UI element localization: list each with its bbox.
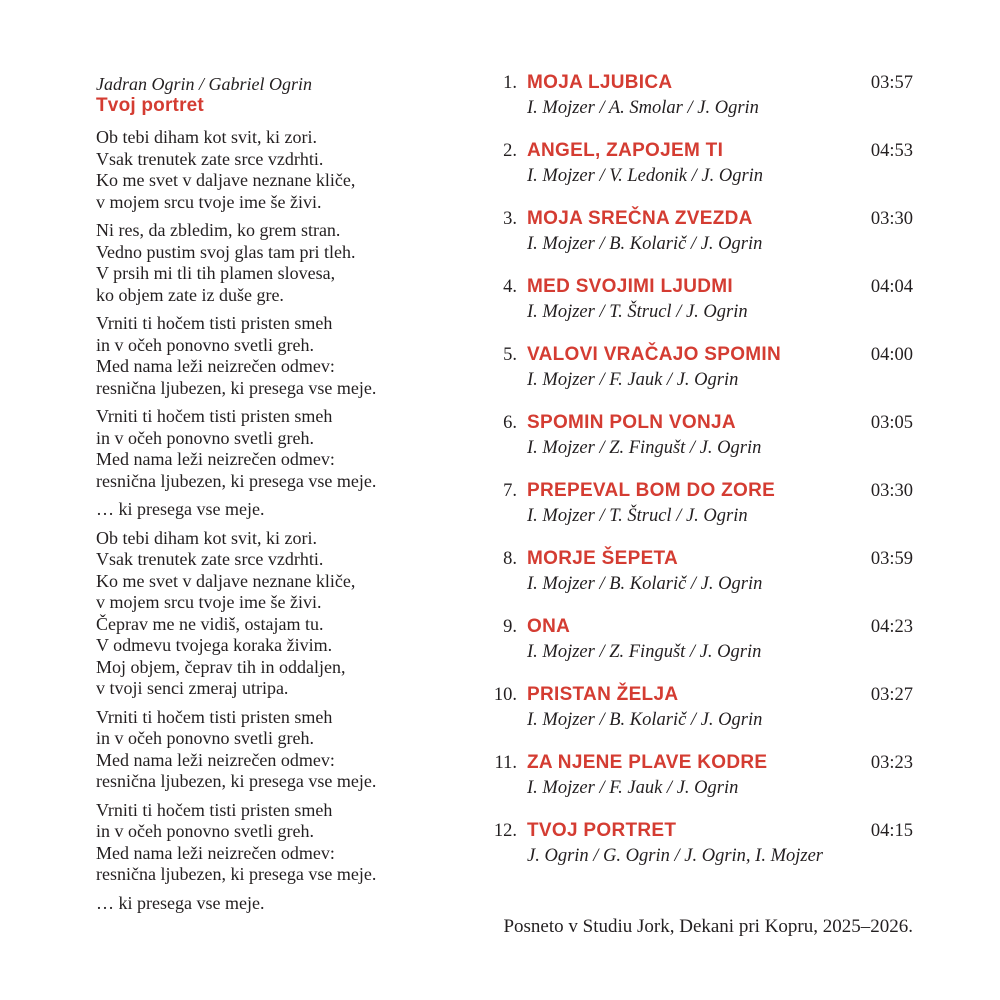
lyric-line: Med nama leži neizrečen odmev: <box>96 449 335 469</box>
track-item <box>480 750 913 800</box>
track-head-row <box>480 138 913 164</box>
song-title: Tvoj portret <box>96 95 204 116</box>
lyric-line: Med nama leži neizrečen odmev: <box>96 842 335 863</box>
lyric-line: in v očeh ponovno svetli greh. <box>96 427 314 448</box>
track-number: 9. <box>503 617 517 637</box>
lyric-line: resnična ljubezen, ki presega vse meje. <box>96 470 377 491</box>
track-credits: I. Mojzer / F. Jauk / J. Ogrin <box>527 778 739 798</box>
track-credits: I. Mojzer / B. Kolarič / J. Ogrin <box>527 574 763 594</box>
lyric-stanza <box>96 220 471 306</box>
track-credits: I. Mojzer / F. Jauk / J. Ogrin <box>527 370 739 390</box>
track-head-row <box>480 206 913 232</box>
lyric-line: Med nama leži neizrečen odmev: <box>96 749 335 770</box>
track-duration: 03:30 <box>870 481 913 501</box>
recording-note: Posneto v Studiu Jork, Dekani pri Kopru, 2025–2026. <box>503 916 913 937</box>
lyric-line: Med nama leži neizrečen odmev: <box>96 356 335 376</box>
track-item <box>480 70 913 120</box>
track-credits: I. Mojzer / B. Kolarič / J. Ogrin <box>527 234 763 254</box>
lyric-line: Vrniti ti hočem tisti pristen smeh <box>96 799 333 820</box>
lyric-line: Ko me svet v daljave neznane kliče, <box>96 170 356 190</box>
track-item <box>480 478 913 528</box>
track-credits: I. Mojzer / Z. Fingušt / J. Ogrin <box>527 438 762 458</box>
track-title: VALOVI VRAČAJO SPOMIN <box>527 344 782 365</box>
songwriter-attribution: Jadran Ogrin / Gabriel Ogrin <box>96 74 312 94</box>
lyric-stanza <box>96 707 471 793</box>
track-item <box>480 614 913 664</box>
lyric-line: v mojem srcu tvoje ime še živi. <box>96 191 322 212</box>
track-item <box>480 206 913 256</box>
track-credits: I. Mojzer / A. Smolar / J. Ogrin <box>527 98 759 118</box>
track-head-row <box>480 682 913 708</box>
track-duration: 04:00 <box>870 345 913 365</box>
track-item <box>480 818 913 868</box>
track-duration: 03:23 <box>870 753 913 773</box>
tracklist-column <box>480 70 913 886</box>
track-head-row <box>480 818 913 844</box>
track-duration: 03:05 <box>870 413 913 433</box>
track-number: 5. <box>503 345 517 365</box>
lyric-line: Moj objem, čeprav tih in oddaljen, <box>96 656 346 677</box>
track-item <box>480 546 913 596</box>
lyric-stanza <box>96 499 471 521</box>
track-credits: I. Mojzer / Z. Fingušt / J. Ogrin <box>527 642 762 662</box>
track-number: 6. <box>503 413 517 433</box>
track-number: 8. <box>503 549 517 569</box>
lyric-line: Ko me svet v daljave neznane kliče, <box>96 570 356 591</box>
track-head-row <box>480 614 913 640</box>
track-title: MOJA LJUBICA <box>527 72 673 93</box>
lyric-line: in v očeh ponovno svetli greh. <box>96 334 314 355</box>
track-title: PRISTAN ŽELJA <box>527 684 679 705</box>
lyric-line: Čeprav me ne vidiš, ostajam tu. <box>96 613 324 634</box>
lyric-line: Vrniti ti hočem tisti pristen smeh <box>96 313 333 333</box>
lyric-line: Ni res, da zbledim, ko grem stran. <box>96 220 341 240</box>
track-head-row <box>480 750 913 776</box>
track-duration: 04:15 <box>870 821 913 841</box>
track-title: MORJE ŠEPETA <box>527 548 679 569</box>
track-credits: I. Mojzer / T. Štrucl / J. Ogrin <box>527 302 748 322</box>
lyric-line: … ki presega vse meje. <box>96 892 265 913</box>
track-duration: 04:23 <box>870 617 913 637</box>
lyric-line: in v očeh ponovno svetli greh. <box>96 821 314 841</box>
lyric-line: Vedno pustim svoj glas tam pri tleh. <box>96 241 356 262</box>
track-head-row <box>480 478 913 504</box>
track-head-row <box>480 274 913 300</box>
track-number: 10. <box>493 685 517 705</box>
lyric-line: in v očeh ponovno svetli greh. <box>96 728 314 748</box>
lyric-stanza <box>96 800 471 886</box>
track-head-row <box>480 410 913 436</box>
lyric-line: Vrniti ti hočem tisti pristen smeh <box>96 406 333 426</box>
lyric-stanza <box>96 406 471 492</box>
lyric-line: Vsak trenutek zate srce vzdrhti. <box>96 148 324 169</box>
lyric-line: v mojem srcu tvoje ime še živi. <box>96 592 322 612</box>
track-number: 12. <box>493 821 517 841</box>
track-title: MOJA SREČNA ZVEZDA <box>527 208 753 229</box>
lyric-stanza <box>96 893 471 915</box>
track-number: 1. <box>503 73 517 93</box>
track-number: 7. <box>503 481 517 501</box>
track-credits: I. Mojzer / T. Štrucl / J. Ogrin <box>527 506 748 526</box>
lyric-stanza <box>96 528 471 700</box>
lyric-line: resnična ljubezen, ki presega vse meje. <box>96 377 377 398</box>
track-duration: 03:27 <box>870 685 913 705</box>
lyric-line: V odmevu tvojega koraka živim. <box>96 635 333 655</box>
lyric-line: … ki presega vse meje. <box>96 499 265 519</box>
track-item <box>480 274 913 324</box>
track-number: 3. <box>503 209 517 229</box>
track-duration: 04:04 <box>870 277 913 297</box>
lyrics-column <box>96 74 471 921</box>
track-duration: 03:30 <box>870 209 913 229</box>
lyric-line: Ob tebi diham kot svit, ki zori. <box>96 527 317 548</box>
track-head-row <box>480 342 913 368</box>
track-item <box>480 410 913 460</box>
track-title: PREPEVAL BOM DO ZORE <box>527 480 776 501</box>
track-head-row <box>480 70 913 96</box>
track-credits: J. Ogrin / G. Ogrin / J. Ogrin, I. Mojzer <box>527 846 823 866</box>
track-duration: 04:53 <box>870 141 913 161</box>
track-credits: I. Mojzer / V. Ledonik / J. Ogrin <box>527 166 764 186</box>
track-number: 4. <box>503 277 517 297</box>
track-head-row <box>480 546 913 572</box>
lyric-line: V prsih mi tli tih plamen slovesa, <box>96 263 336 283</box>
lyric-line: ko objem zate iz duše gre. <box>96 284 284 305</box>
track-duration: 03:57 <box>870 73 913 93</box>
track-number: 2. <box>503 141 517 161</box>
lyrics-body <box>96 127 471 914</box>
lyric-line: Vrniti ti hočem tisti pristen smeh <box>96 706 333 727</box>
lyric-line: resnična ljubezen, ki presega vse meje. <box>96 864 377 884</box>
track-title: ONA <box>527 616 571 637</box>
lyric-line: Ob tebi diham kot svit, ki zori. <box>96 127 317 147</box>
lyric-line: resnična ljubezen, ki presega vse meje. <box>96 771 377 791</box>
track-credits: I. Mojzer / B. Kolarič / J. Ogrin <box>527 710 763 730</box>
lyric-line: v tvoji senci zmeraj utripa. <box>96 678 289 698</box>
lyric-line: Vsak trenutek zate srce vzdrhti. <box>96 549 324 569</box>
track-title: MED SVOJIMI LJUDMI <box>527 276 733 297</box>
track-title: SPOMIN POLN VONJA <box>527 412 736 433</box>
track-number: 11. <box>494 753 517 773</box>
lyric-stanza <box>96 127 471 213</box>
track-title: ZA NJENE PLAVE KODRE <box>527 752 768 773</box>
track-item <box>480 138 913 188</box>
track-item <box>480 342 913 392</box>
track-title: ANGEL, ZAPOJEM TI <box>527 140 724 161</box>
track-title: TVOJ PORTRET <box>527 820 677 841</box>
lyric-stanza <box>96 313 471 399</box>
track-item <box>480 682 913 732</box>
track-duration: 03:59 <box>870 549 913 569</box>
